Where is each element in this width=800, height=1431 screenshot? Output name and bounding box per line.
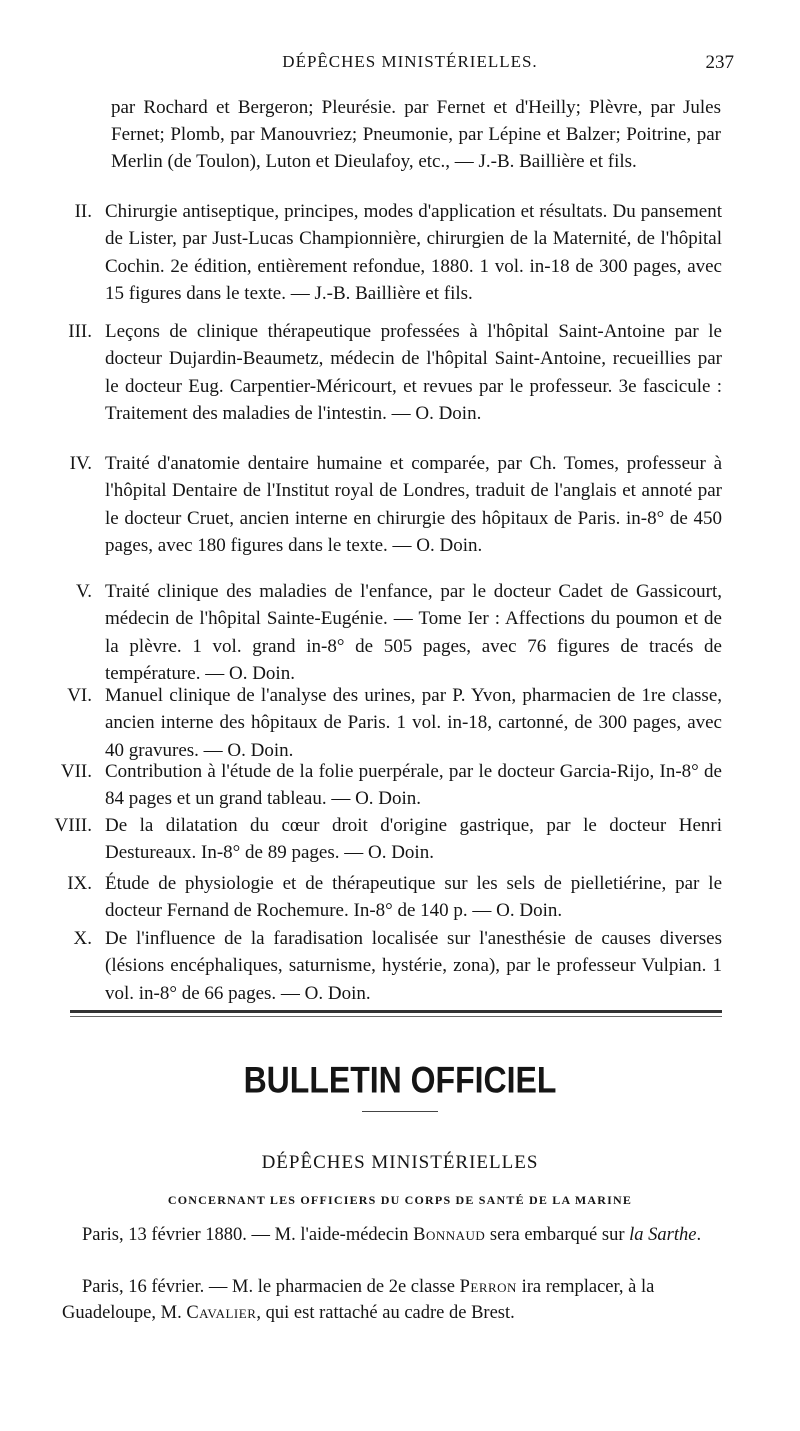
section-divider xyxy=(70,1010,722,1013)
notice-text: sera embarqué sur xyxy=(485,1225,630,1245)
entry-text: Traité d'anatomie dentaire humaine et comparée, par Ch. Tomes, professeur à l'hôpital Dentaire de l'Institut royal de Londres, traduit de l'anglais et annoté par le docteur Cruet, ancien interne en chirurgie des hôpitaux de Paris. in-8° de 450 pages, avec 180 figures dans le texte. — O. Doin. xyxy=(105,453,722,556)
entry-number: II. xyxy=(74,201,92,222)
entry-text: Étude de physiologie et de thérapeutique sur les sels de pielletiérine, par le docteur Fernand de Rochemure. In-8° de 140 p. — O. Doin. xyxy=(105,873,722,922)
notice-paragraph xyxy=(62,1274,724,1326)
entry-text: Contribution à l'étude de la folie puerpérale, par le docteur Garcia-Rijo, In-8° de 84 pages et un grand tableau. — O. Doin. xyxy=(105,761,722,810)
entry-number: III. xyxy=(68,321,92,342)
entry-continued-text: par Rochard et Bergeron; Pleurésie. par Fernet et d'Heilly; Plèvre, par Jules Fernet; Plomb, par Manouvriez; Pneumonie, par Lépine et Balzer; Poitrine, par Merlin (de Toulon), Luton et Dieulafoy, etc., — J.-B. Baillière et fils. xyxy=(111,97,721,172)
title-underline xyxy=(362,1111,438,1112)
section-divider-thin xyxy=(70,1016,722,1017)
entry-text: Leçons de clinique thérapeutique professées à l'hôpital Saint-Antoine par le docteur Dujardin-Beaumetz, médecin de l'hôpital Saint-Antoine, recueillies par le docteur Eug. Carpentier-Méricourt, et revues par le professeur. 3e fascicule : Traitement des maladies de l'intestin. — O. Doin. xyxy=(105,321,722,424)
entry-number: IV. xyxy=(69,453,92,474)
running-title: DÉPÊCHES MINISTÉRIELLES. xyxy=(282,52,538,71)
bulletin-concernant: CONCERNANT LES OFFICIERS DU CORPS DE SANTÉ DE LA MARINE xyxy=(167,1193,633,1207)
entry-number: V. xyxy=(75,581,92,602)
notice-text: , qui est rattaché au cadre de Brest. xyxy=(256,1303,515,1323)
bulletin-title: BULLETIN OFFICIEL xyxy=(243,1059,557,1101)
notice-person-name: Cavalier xyxy=(186,1303,257,1323)
notice-text: Paris, 16 février. — M. le pharmacien de 2e classe xyxy=(82,1277,460,1297)
entry-text: Traité clinique des maladies de l'enfance, par le docteur Cadet de Gassicourt, médecin de l'hôpital Sainte-Eugénie. — Tome Ier : Affections du poumon et de la plèvre. 1 vol. grand in-8° de 505 pages, avec 76 figures de tracés de température. — O. Doin. xyxy=(105,581,722,684)
bulletin-subtitle: DÉPÊCHES MINISTÉRIELLES xyxy=(261,1152,539,1173)
entry-number: VI. xyxy=(67,685,92,706)
notice-person-name: Perron xyxy=(459,1277,517,1297)
notice-person-name: Bonnaud xyxy=(413,1225,486,1245)
entry-text: Chirurgie antiseptique, principes, modes d'application et résultats. Du pansement de Lister, par Just-Lucas Championnière, chirurgien de la Maternité, de l'hôpital Cochin. 2e édition, entièrement refondue, 1880. 1 vol. in-18 de 300 pages, avec 15 figures dans le texte. — J.-B. Baillière et fils. xyxy=(105,201,722,304)
running-head xyxy=(0,52,800,82)
entry-text: De la dilatation du cœur droit d'origine gastrique, par le docteur Henri Destureaux. In-8° de 89 pages. — O. Doin. xyxy=(105,815,722,864)
entry-number: X. xyxy=(73,928,92,949)
notice-ship-name: la Sarthe xyxy=(629,1225,697,1245)
notice-text: ira remplacer, à la Guadeloupe, M. xyxy=(62,1277,655,1323)
entry-number: IX. xyxy=(67,873,92,894)
notice-paragraph xyxy=(62,1222,724,1248)
notice-text: . xyxy=(696,1225,702,1245)
entry-number: VII. xyxy=(60,761,92,782)
entry-text: De l'influence de la faradisation localisée sur l'anesthésie de causes diverses (lésions encéphaliques, saturnisme, hystérie, zona), par le professeur Vulpian. 1 vol. in-8° de 66 pages. — O. Doin. xyxy=(105,928,722,1004)
page-number: 237 xyxy=(705,52,734,73)
notice-text: Paris, 13 février 1880. — M. l'aide-médecin xyxy=(82,1225,414,1245)
entry-text: Manuel clinique de l'analyse des urines, par P. Yvon, pharmacien de 1re classe, ancien interne des hôpitaux de Paris. 1 vol. in-18, cartonné, de 300 pages, avec 40 gravures. — O. Doin. xyxy=(105,685,722,761)
entry-number: VIII. xyxy=(54,815,92,836)
